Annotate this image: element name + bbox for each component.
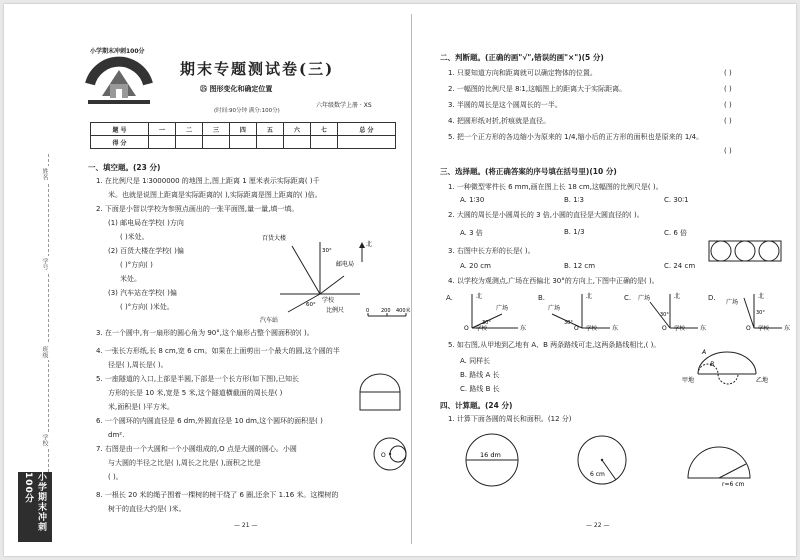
map-station-label: 汽车站 xyxy=(260,317,279,324)
series-logo xyxy=(80,44,158,114)
student-id-label: 学号 xyxy=(41,258,48,270)
score-cell: 七 xyxy=(310,123,337,136)
end-label: 乙地 xyxy=(756,377,769,384)
section-heading: 一、填空题。(23 分) xyxy=(88,163,161,172)
east-label: 东 xyxy=(700,325,707,332)
map-figure xyxy=(260,232,410,332)
compass-figure-b xyxy=(546,290,619,332)
choice-option[interactable]: B. 1/3 xyxy=(564,228,585,236)
choice-option[interactable]: B. 1∶3 xyxy=(564,196,584,204)
start-label: 甲地 xyxy=(682,377,695,384)
plaza-label: 广场 xyxy=(548,305,561,312)
choice-option[interactable]: A. 20 cm xyxy=(460,262,491,270)
judge-line: 1. 只要知道方向和距离就可以确定物体的位置。 xyxy=(448,69,597,77)
score-value-row xyxy=(91,136,396,149)
choice-question: 1. 一种微型零件长 6 mm,画在图上长 18 cm,这幅图的比例尺是( )。 xyxy=(448,183,663,191)
map-angle-30: 30° xyxy=(322,248,332,254)
question-line: 径是( ),周长是( )。 xyxy=(108,361,168,369)
question-line: 与大圆的半径之比是( ),周长之比是( ),面积之比是 xyxy=(108,459,261,467)
score-cell: 五 xyxy=(256,123,283,136)
plaza-label: 广场 xyxy=(638,295,651,302)
score-input-cell[interactable] xyxy=(229,136,256,149)
choice-option[interactable]: C. 路线 B 长 xyxy=(460,385,500,393)
choice-question: 2. 大圆的周长是小圆周长的 3 倍,小圆的直径是大圆直径的( )。 xyxy=(448,211,644,219)
exam-subtitle xyxy=(200,84,272,94)
tunnel-figure xyxy=(358,372,402,412)
school-label: 学校 xyxy=(586,326,598,332)
score-input-cell[interactable] xyxy=(337,136,395,149)
choice-option[interactable]: A. xyxy=(446,294,453,302)
question-line: dm². xyxy=(108,431,125,439)
center-point xyxy=(389,453,391,455)
question-line: 6. 一个圆环的内圆直径是 6 dm,外圆直径是 10 dm,这个圆环的面积是( ) xyxy=(96,417,323,425)
school-label: 学校 xyxy=(476,326,488,332)
subtitle-mark: ㉕ xyxy=(200,85,207,93)
choice-option[interactable]: A. 同样长 xyxy=(460,357,491,365)
choice-option[interactable]: B. 路线 A 长 xyxy=(460,371,500,379)
plaza-label: 广场 xyxy=(726,299,739,306)
north-label: 北 xyxy=(674,293,681,300)
score-input-cell[interactable] xyxy=(202,136,229,149)
origin-label: O xyxy=(464,325,469,332)
name-label: 姓名 xyxy=(41,168,48,180)
map-north-label: 北 xyxy=(366,241,373,248)
score-input-cell[interactable] xyxy=(149,136,176,149)
score-table xyxy=(90,122,396,149)
plaza-label: 广场 xyxy=(496,305,509,312)
angle-label: 30° xyxy=(564,320,573,326)
calc-question: 1. 计算下面各圆的周长和面积。(12 分) xyxy=(448,415,572,423)
diameter-label: 16 dm xyxy=(480,451,501,459)
choice-option[interactable]: B. xyxy=(538,294,546,302)
choice-option[interactable]: C. xyxy=(624,294,632,302)
page-number: — 21 — xyxy=(234,522,258,529)
north-label: 北 xyxy=(476,293,483,300)
rect-circles-figure xyxy=(708,240,784,262)
question-line: 2. 下面是小智以学校为参照点画出的一张平面图,量一量,填一填。 xyxy=(96,205,299,213)
scale-0: 0 xyxy=(366,308,370,314)
score-header-row xyxy=(91,123,396,136)
compass-figure-a xyxy=(458,290,528,330)
score-cell: 总 分 xyxy=(337,123,395,136)
semicircle-figure xyxy=(686,442,752,488)
map-school-label: 学校 xyxy=(322,297,335,304)
route-b-label: B xyxy=(710,361,715,368)
north-arrow-head xyxy=(359,242,365,248)
center-point xyxy=(601,459,603,461)
outer-rectangle xyxy=(709,241,781,261)
center-label: O xyxy=(381,452,386,459)
origin-label: O xyxy=(662,325,667,332)
question-line: 米,面积是( )平方米。 xyxy=(108,403,174,411)
north-label: 北 xyxy=(758,293,765,300)
judge-line: 2. 一幅图的比例尺是 8∶1,这幅图上的距离大于实际距离。 xyxy=(448,85,627,93)
inner-circle xyxy=(759,241,779,261)
choice-option[interactable]: C. 30∶1 xyxy=(664,196,689,204)
angle-label: 30° xyxy=(756,310,765,316)
map-angle-60: 60° xyxy=(306,302,316,308)
tunnel-arch xyxy=(360,374,400,392)
class-label: 班级 xyxy=(41,346,48,358)
east-label: 东 xyxy=(784,325,791,332)
score-cell: 四 xyxy=(229,123,256,136)
radius-label: 6 cm xyxy=(590,471,605,478)
score-cell: 三 xyxy=(202,123,229,136)
score-cell: 题 号 xyxy=(91,123,149,136)
question-line: 方形的长是 10 米,宽是 5 米,这个隧道横截面的周长是( ) xyxy=(108,389,283,397)
route-a-arc xyxy=(698,352,756,374)
map-post-label: 邮电局 xyxy=(336,261,355,268)
choice-question: 3. 右图中长方形的长是( )。 xyxy=(448,247,535,255)
answer-paren[interactable]: ( ) xyxy=(724,147,732,155)
score-input-cell[interactable] xyxy=(310,136,337,149)
score-input-cell[interactable] xyxy=(283,136,310,149)
question-line: 1. 在比例尺是 1∶3000000 的地图上,图上距离 1 厘米表示实际距离( )千 xyxy=(96,177,320,185)
plaza-ray xyxy=(744,298,754,328)
map-store-label: 百货大楼 xyxy=(262,235,287,242)
radius-line xyxy=(719,464,746,478)
question-line: 7. 右图是由一个大圆和一个小圆组成的,O 点是大圆的圆心。小圆 xyxy=(96,445,297,453)
choice-question: 4. 以学校为观测点,广场在西偏北 30°的方向上,下图中正确的是( )。 xyxy=(448,277,659,285)
east-label: 东 xyxy=(612,325,619,332)
compass-figure-d xyxy=(718,290,791,332)
small-circle xyxy=(390,446,406,462)
radius-label: r=6 cm xyxy=(722,481,745,488)
circle-diameter-figure xyxy=(464,432,520,488)
school-label: 学校 xyxy=(674,326,686,332)
origin-label: O xyxy=(574,325,579,332)
school-label: 学校 xyxy=(41,434,48,446)
question-line: ( )米处。 xyxy=(120,233,149,241)
scale-400: 400米 xyxy=(396,308,411,314)
page-number: — 22 — xyxy=(586,522,610,529)
question-line: ( )。 xyxy=(108,473,123,481)
subtitle-text: 图形变化和确定位置 xyxy=(209,85,273,93)
section-heading: 三、选择题。(将正确答案的序号填在括号里)(10 分) xyxy=(440,167,617,176)
question-line: 5. 一座隧道的入口,上部是半圆,下部是一个长方形(如下图),已知长 xyxy=(96,375,300,383)
answer-paren[interactable]: ( ) xyxy=(724,69,732,77)
tunnel-rect xyxy=(360,392,400,410)
route-figure xyxy=(680,344,770,384)
right-page xyxy=(416,4,792,556)
score-cell: 一 xyxy=(149,123,176,136)
angle-label: 30° xyxy=(482,320,491,326)
circle-radius-figure xyxy=(576,434,628,486)
compass-figure-c xyxy=(634,290,707,332)
angle-label: 30° xyxy=(660,312,669,318)
choice-option[interactable]: A. 1∶30 xyxy=(460,196,485,204)
question-line: 8. 一根长 20 米的绳子围着一棵树的树干绕了 6 圈,还余下 1.16 米。这棵树的 xyxy=(96,491,339,499)
choice-option[interactable]: C. 24 cm xyxy=(664,262,696,270)
judge-line: 5. 把一个正方形的各边缩小为原来的 1/4,缩小后的正方形的面积也是原来的 1/4。 xyxy=(448,133,704,141)
choice-option[interactable]: A. 3 倍 xyxy=(460,229,483,237)
score-cell: 二 xyxy=(176,123,203,136)
question-line: 3. 在一个圆中,有一扇形的圆心角为 90°,这个扇形占整个圆面积的( )。 xyxy=(96,329,314,337)
cut-line xyxy=(48,154,49,472)
north-label: 北 xyxy=(586,293,593,300)
question-line: (1) 邮电局在学校( )方向 xyxy=(108,219,184,227)
question-line: (3) 汽车站在学校( )偏 xyxy=(108,289,177,297)
section-heading: 二、判断题。(正确的画"√",错误的画"×")(5 分) xyxy=(440,53,604,62)
answer-paren[interactable]: ( ) xyxy=(724,85,732,93)
score-input-cell[interactable] xyxy=(256,136,283,149)
east-label: 东 xyxy=(520,325,527,332)
question-line: (2) 百货大楼在学校( )偏 xyxy=(108,247,184,255)
question-line: ( )°方向( ) xyxy=(120,261,153,269)
answer-paren[interactable]: ( ) xyxy=(724,117,732,125)
score-cell: 六 xyxy=(283,123,310,136)
question-line: 米。也就是说图上距离是实际距离的( ),实际距离是图上距离的( )倍。 xyxy=(108,191,322,199)
inner-circle xyxy=(711,241,731,261)
score-input-cell[interactable] xyxy=(176,136,203,149)
binding-gutter xyxy=(4,4,64,556)
choice-option[interactable]: C. 6 倍 xyxy=(664,229,688,237)
route-a-label: A xyxy=(702,349,707,356)
map-store-ray xyxy=(292,246,320,294)
grade-info: 六年级数学上册 · XS xyxy=(316,102,372,109)
choice-option[interactable]: B. 12 cm xyxy=(564,262,596,270)
answer-paren[interactable]: ( ) xyxy=(724,101,732,109)
exam-title: 期末专题测试卷(三) xyxy=(180,60,335,78)
choice-option[interactable]: D. xyxy=(708,294,716,302)
judge-line: 4. 把圆形纸对折,折痕就是直径。 xyxy=(448,117,551,125)
judge-line: 3. 半圆的周长是这个圆周长的一半。 xyxy=(448,101,562,109)
time-info: (时间:90分钟 满分:100分) xyxy=(214,108,280,114)
scale-200: 200 xyxy=(381,308,391,314)
semicircle-outline xyxy=(688,447,750,478)
brand-stamp: 小学期末冲刺100分 xyxy=(18,472,52,542)
question-line: 4. 一张长方形纸,长 8 cm,宽 6 cm。如果在上面剪出一个最大的圆,这个圆的半 xyxy=(96,347,340,355)
map-post-ray xyxy=(320,276,344,294)
exam-spread xyxy=(4,4,796,556)
question-line: ( )°方向( )米处。 xyxy=(120,303,174,311)
section-heading: 四、计算题。(24 分) xyxy=(440,401,513,410)
score-cell: 得 分 xyxy=(91,136,149,149)
left-page xyxy=(4,4,412,556)
logo-text: 小学期末冲刺100分 xyxy=(90,48,145,55)
page-fold xyxy=(411,14,412,544)
inner-circle xyxy=(735,241,755,261)
question-line: 米处。 xyxy=(120,275,141,283)
map-scale-label: 比例尺 xyxy=(326,307,345,314)
origin-label: O xyxy=(746,325,751,332)
choice-question: 5. 如右图,从甲地到乙地有 A、B 两条路线可走,这两条路线相比,( )。 xyxy=(448,341,661,349)
question-line: 树干的直径大约是( )米。 xyxy=(108,505,186,513)
circles-figure xyxy=(372,436,408,472)
school-label: 学校 xyxy=(758,326,770,332)
